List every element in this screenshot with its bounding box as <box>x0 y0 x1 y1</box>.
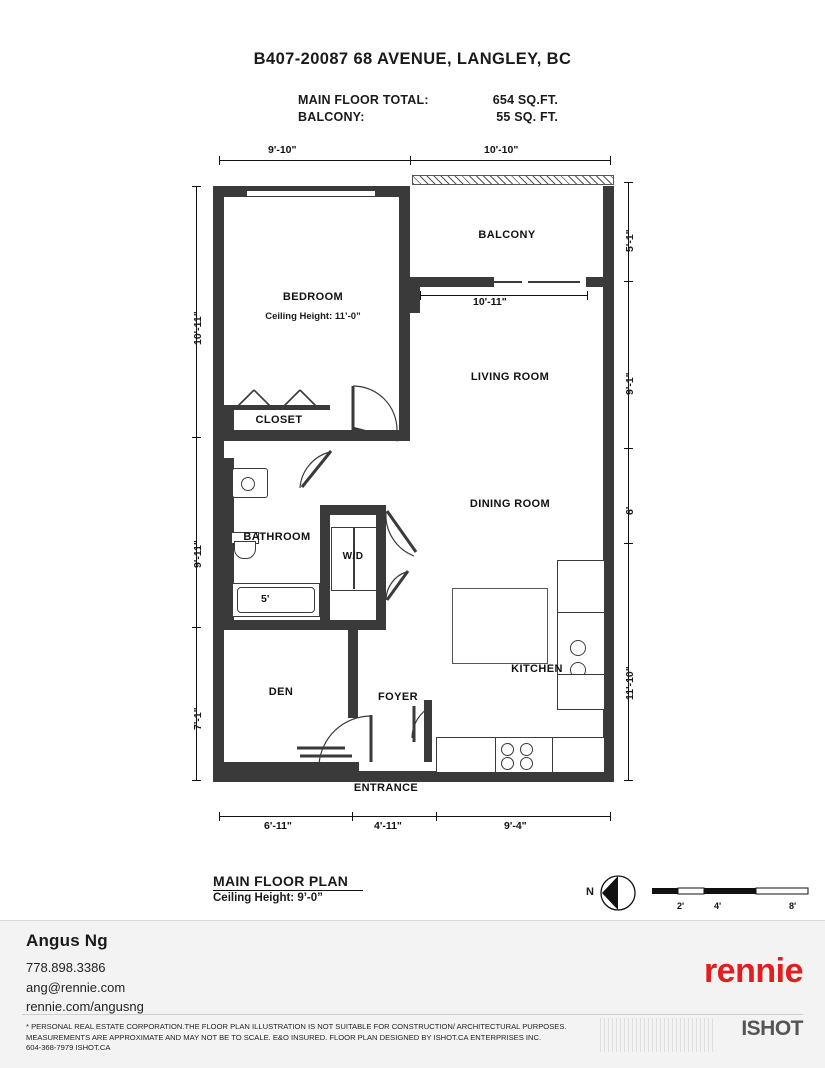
footer-rule <box>22 1014 803 1015</box>
total-value-main: 654 SQ.FT. <box>492 93 558 107</box>
range-burner-icon <box>520 743 533 756</box>
room-label-entrance: ENTRANCE <box>353 782 419 794</box>
dim-line-right-living <box>628 281 629 448</box>
dim-bottom-left: 6'-11" <box>264 820 292 832</box>
agent-name: Angus Ng <box>26 931 108 950</box>
wall-bedroom-right <box>399 186 410 441</box>
kitchen-counter-lower <box>557 674 605 710</box>
dim-tub: 5' <box>258 593 272 605</box>
dim-line-left-bathroom <box>196 437 197 627</box>
footer-pattern <box>600 1018 715 1052</box>
page-title: B407-20087 68 AVENUE, LANGLEY, BC <box>253 50 572 68</box>
disclaimer-line-3: 604-368-7979 ISHOT.CA <box>26 1043 111 1052</box>
dim-tick <box>219 812 220 821</box>
kitchen-upper-counter <box>557 560 605 614</box>
balcony-railing <box>412 175 614 185</box>
room-label-bathroom: BATHROOM <box>243 531 311 543</box>
sink-basin-icon <box>241 477 255 491</box>
wall-bathroom-bottom <box>224 620 380 630</box>
dim-tick <box>610 812 611 821</box>
plan-caption-sub: Ceiling Height: 9’-0” <box>213 890 363 904</box>
dim-line-left-den <box>196 627 197 780</box>
dim-left-den: 7'-1" <box>192 707 204 730</box>
room-label-closet: CLOSET <box>255 414 303 426</box>
dim-top-left: 9'-10" <box>268 144 297 156</box>
wall-bathroom-right <box>320 505 330 628</box>
disclaimer-line-1: * PERSONAL REAL ESTATE CORPORATION.THE FLOOR PLAN ILLUSTRATION IS NOT SUITABLE FOR CONSTRUCTION/ ARCHITECTURAL PURPOSES. <box>26 1022 567 1031</box>
dim-tick <box>192 780 201 781</box>
wall-balcony-right <box>603 186 614 282</box>
wall-bedroom-bottom <box>319 430 410 441</box>
wall-den-right <box>348 630 358 718</box>
dim-line-right-dining <box>628 448 629 543</box>
toilet-bowl <box>234 541 256 559</box>
room-label-foyer: FOYER <box>378 691 418 703</box>
wall-laundry-right <box>376 505 386 630</box>
wall-living-left-upper <box>410 277 420 313</box>
dim-line-top-right <box>410 160 610 161</box>
dim-line-bottom-right <box>436 816 610 817</box>
room-label-living: LIVING ROOM <box>470 371 550 383</box>
dim-tick <box>420 291 421 300</box>
dim-right-living: 9'-1" <box>624 372 636 395</box>
slider-glazing-2 <box>528 281 580 283</box>
dim-tick <box>219 156 220 165</box>
scale-label-8ft: 8' <box>789 901 797 911</box>
wall-exterior-left <box>213 186 224 782</box>
kitchen-counter-left <box>436 737 496 773</box>
dim-tick <box>624 182 633 183</box>
bedroom-window <box>246 190 376 197</box>
scale-label-4ft: 4' <box>714 901 722 911</box>
total-label-main: MAIN FLOOR TOTAL: <box>298 93 429 107</box>
dim-tick <box>610 156 611 165</box>
dim-right-kitchen: 11'-10" <box>624 666 636 700</box>
dim-left-bathroom: 9'-11" <box>192 540 204 568</box>
range-burner-icon <box>501 743 514 756</box>
dim-tick <box>587 291 588 300</box>
ishot-logo: ISHOT <box>741 1017 803 1040</box>
scale-bar <box>652 882 810 902</box>
agent-phone: 778.898.3386 <box>26 960 106 975</box>
agent-email[interactable]: ang@rennie.com <box>26 979 126 995</box>
rennie-logo: rennie <box>703 952 803 990</box>
kitchen-sink-icon <box>570 640 586 656</box>
room-label-balcony: BALCONY <box>478 229 536 241</box>
plan-caption: MAIN FLOOR PLAN <box>213 873 349 889</box>
dim-tick <box>192 186 201 187</box>
north-arrow-icon <box>596 871 640 915</box>
disclaimer <box>26 1022 586 1054</box>
dim-right-balcony: 5'-1" <box>624 229 636 252</box>
wall-closet-bottom <box>213 430 330 441</box>
dim-top-right: 10'-10" <box>484 144 519 156</box>
range-burner-icon <box>501 757 514 770</box>
dim-bottom-right: 9'-4" <box>504 820 527 832</box>
total-value-balcony: 55 SQ. FT. <box>496 110 558 124</box>
agent-website[interactable]: rennie.com/angusng <box>26 999 144 1014</box>
bathtub-inner <box>237 587 315 613</box>
kitchen-counter-right <box>552 737 605 773</box>
dim-line-right-kitchen <box>628 543 629 780</box>
agent-contact <box>26 958 144 1017</box>
dim-line-bottom-mid <box>352 816 436 817</box>
dining-table <box>452 588 548 664</box>
wall-foyer-right <box>424 700 432 762</box>
room-label-den: DEN <box>268 686 294 698</box>
dim-tick <box>624 780 633 781</box>
north-label: N <box>586 886 594 898</box>
dim-line-top-left <box>219 160 410 161</box>
room-label-dining: DINING ROOM <box>469 498 551 510</box>
room-label-kitchen: KITCHEN <box>511 663 563 675</box>
total-label-balcony: BALCONY: <box>298 110 365 124</box>
room-label-bedroom: BEDROOM <box>282 291 344 303</box>
dim-balcony-inner: 10'-11" <box>473 296 507 308</box>
wall-den-bottom <box>224 762 359 772</box>
dim-bottom-mid: 4'-11" <box>374 820 402 832</box>
dim-line-bottom-left <box>219 816 352 817</box>
disclaimer-line-2: MEASUREMENTS ARE APPROXIMATE AND MAY NOT BE TO SCALE. E&O INSURED. FLOOR PLAN DESIGNED BY ISHOT.CA ENTERPRISES INC. <box>26 1032 542 1042</box>
room-sub-bedroom: Ceiling Height: 11’-0” <box>265 311 361 322</box>
wall-balcony-divider-right <box>586 277 614 287</box>
dim-left-bedroom: 10'-11" <box>192 311 204 345</box>
room-label-laundry: W/D <box>342 551 364 562</box>
wall-closet-head <box>234 405 330 410</box>
scale-label-2ft: 2' <box>677 901 685 911</box>
dim-right-dining: 6' <box>624 506 636 515</box>
slider-glazing-1 <box>470 281 522 283</box>
range-burner-icon <box>520 757 533 770</box>
